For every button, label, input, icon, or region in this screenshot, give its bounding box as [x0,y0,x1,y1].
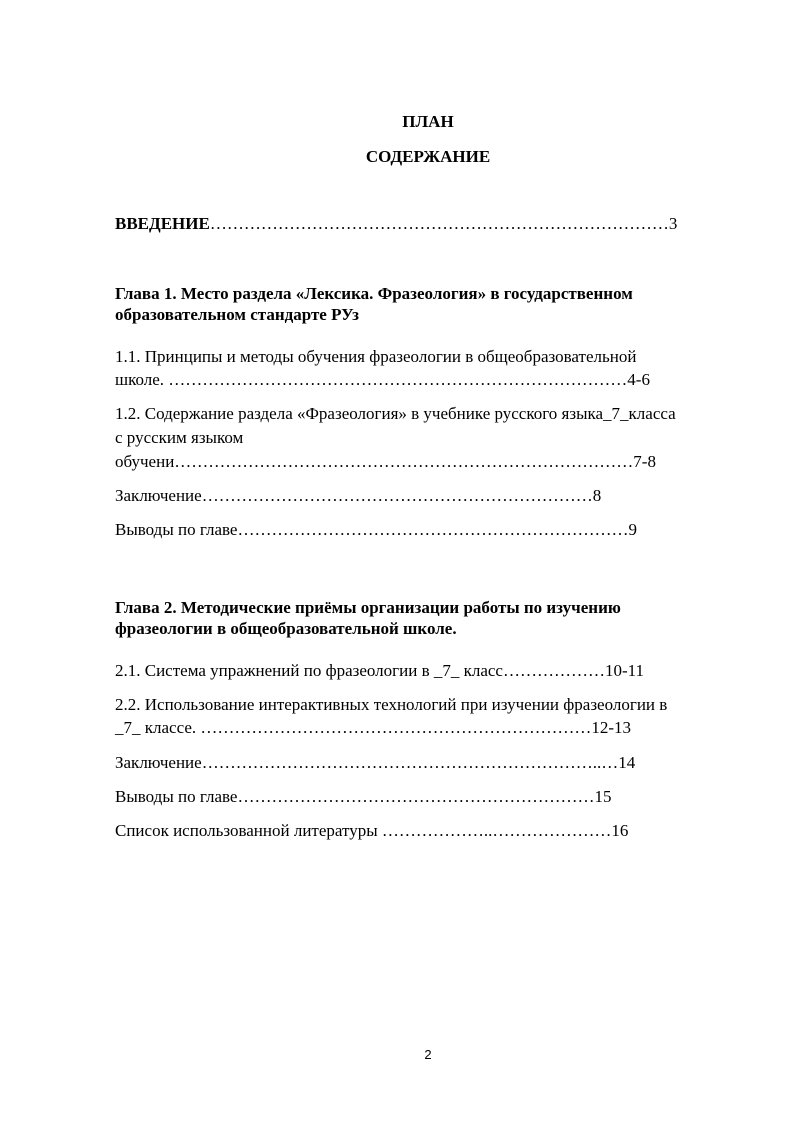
toc-item-2-2-line1: 2.2. Использование интерактивных технологий при изучении фразеологии в [115,695,668,714]
toc-references: Список использованной литературы ………………..…………………16 [115,821,629,840]
toc-item-2-2-line2: _7_ классе. ……………………………………………………………12-13 [115,718,632,737]
toc-intro-page: 3 [668,214,678,233]
contents-heading: СОДЕРЖАНИЕ [365,147,491,166]
toc-item-1-2-line3: обучени………………………………………………………………………7-8 [115,452,656,471]
toc-intro-dots: ……………………………………………………………………… [209,214,669,233]
plan-heading: ПЛАН [402,112,454,131]
toc-chapter2-conclusion: Заключение……………………………………………………………..…14 [115,753,636,772]
toc-item-1-1-line2: школе. ………………………………………………………………………4-6 [115,370,650,389]
toc-intro-entry [115,214,677,234]
chapter2-title-line2: фразеологии в общеобразовательной школе. [115,619,457,638]
toc-item-2-1: 2.1. Система упражнений по фразеологии в _7_ класс………………10-11 [115,661,645,680]
toc-item-1-1-line1: 1.1. Принципы и методы обучения фразеологии в общеобразовательной [115,347,637,366]
toc-chapter2-findings: Выводы по главе………………………………………………………15 [115,787,612,806]
chapter2-title-line1: Глава 2. Методические приёмы организации работы по изучению [115,598,621,617]
toc-item-1-2-line1: 1.2. Содержание раздела «Фразеология» в учебнике русского языка_7_класса [115,404,676,423]
toc-chapter1-conclusion: Заключение……………………………………………………………8 [115,486,602,505]
chapter1-title-line1: Глава 1. Место раздела «Лексика. Фразеология» в государственном [115,284,633,303]
toc-item-1-2-line2: с русским языком [115,428,244,447]
page-number: 2 [424,1047,432,1062]
toc-chapter1-findings: Выводы по главе……………………………………………………………9 [115,520,637,539]
toc-intro-label: ВВЕДЕНИЕ [115,214,210,233]
chapter1-title-line2: образовательном стандарте РУз [115,305,359,324]
